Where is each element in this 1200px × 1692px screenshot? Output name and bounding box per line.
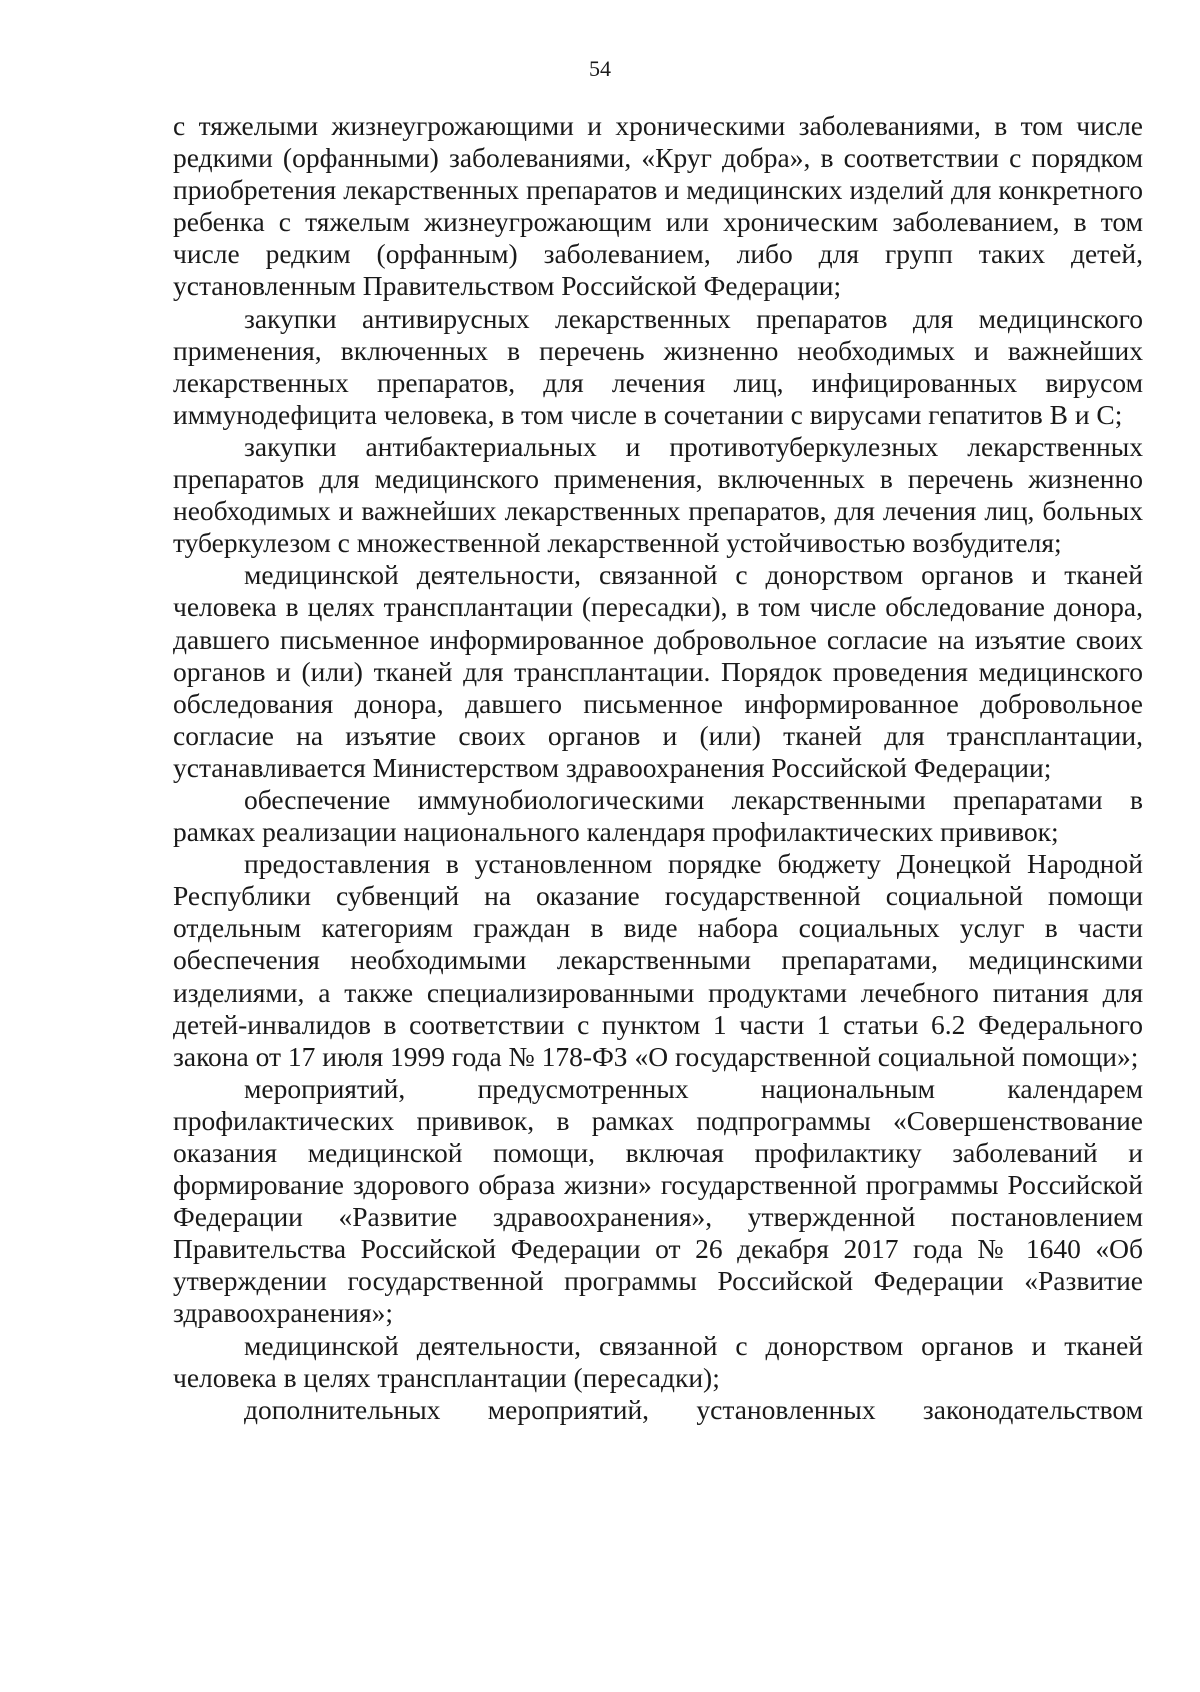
paragraph-immunobiological-supply: обеспечение иммунобиологическими лекарственными препаратами в рамках реализации национального календаря профилактических прививок; bbox=[173, 783, 1143, 848]
paragraph-vaccination-calendar: мероприятий, предусмотренных национальным календарем профилактических прививок, в рамках подпрограммы «Совершенствование оказания медицинской помощи, включая профилактику заболеваний и формирование здорового образа жизни» государственной программы Российской Федерации «Развитие здравоохранения», утвержденной постановлением Правительства Российской Федерации от 26 декабря 2017 года № 1640 «Об утверждении государственной программы Российской Федерации «Развитие здравоохранения»; bbox=[173, 1072, 1143, 1329]
paragraph-additional-measures: дополнительных мероприятий, установленных законодательством bbox=[244, 1393, 1143, 1425]
paragraph-organ-donation-examination: медицинской деятельности, связанной с донорством органов и тканей человека в целях трансплантации (пересадки), в том числе обследование донора, давшего письменное информированное добровольное согласие на изъятие своих органов и (или) тканей для трансплантации. Порядок проведения медицинского обследования донора, давшего письменное информированное добровольное согласие на изъятие своих органов и (или) тканей для трансплантации, устанавливается Министерством здравоохранения Российской Федерации; bbox=[173, 559, 1143, 783]
page-number: 54 bbox=[589, 56, 611, 81]
paragraph-subventions: предоставления в установленном порядке бюджету Донецкой Народной Республики субвенций на оказание государственной социальной помощи отдельным категориям граждан в виде набора социальных услуг в части обеспечения необходимыми лекарственными препаратами, медицинскими изделиями, а также специализированными продуктами лечебного питания для детей-инвалидов в соответствии с пунктом 1 части 1 статьи 6.2 Федерального закона от 17 июля 1999 года № 178-ФЗ «О государственной социальной помощи»; bbox=[173, 848, 1143, 1072]
paragraph-continuation: с тяжелыми жизнеугрожающими и хроническими заболеваниями, в том числе редкими (орфанными) заболеваниями, «Круг добра», в соответствии с порядком приобретения лекарственных препаратов и медицинских изделий для конкретного ребенка с тяжелым жизнеугрожающим или хроническим заболеванием, в том числе редким (орфанным) заболеванием, либо для групп таких детей, установленным Правительством Российской Федерации; bbox=[173, 110, 1143, 302]
paragraph-organ-donation: медицинской деятельности, связанной с донорством органов и тканей человека в целях трансплантации (пересадки); bbox=[173, 1329, 1143, 1393]
paragraph-antibacterial-purchases: закупки антибактериальных и противотуберкулезных лекарственных препаратов для медицинского применения, включенных в перечень жизненно необходимых и важнейших лекарственных препаратов, для лечения лиц, больных туберкулезом с множественной лекарственной устойчивостью возбудителя; bbox=[173, 430, 1143, 559]
document-body bbox=[173, 110, 1143, 1426]
paragraph-antiviral-purchases: закупки антивирусных лекарственных препаратов для медицинского применения, включенных в перечень жизненно необходимых и важнейших лекарственных препаратов, для лечения лиц, инфицированных вирусом иммунодефицита человека, в том числе в сочетании с вирусами гепатитов В и С; bbox=[173, 302, 1143, 430]
